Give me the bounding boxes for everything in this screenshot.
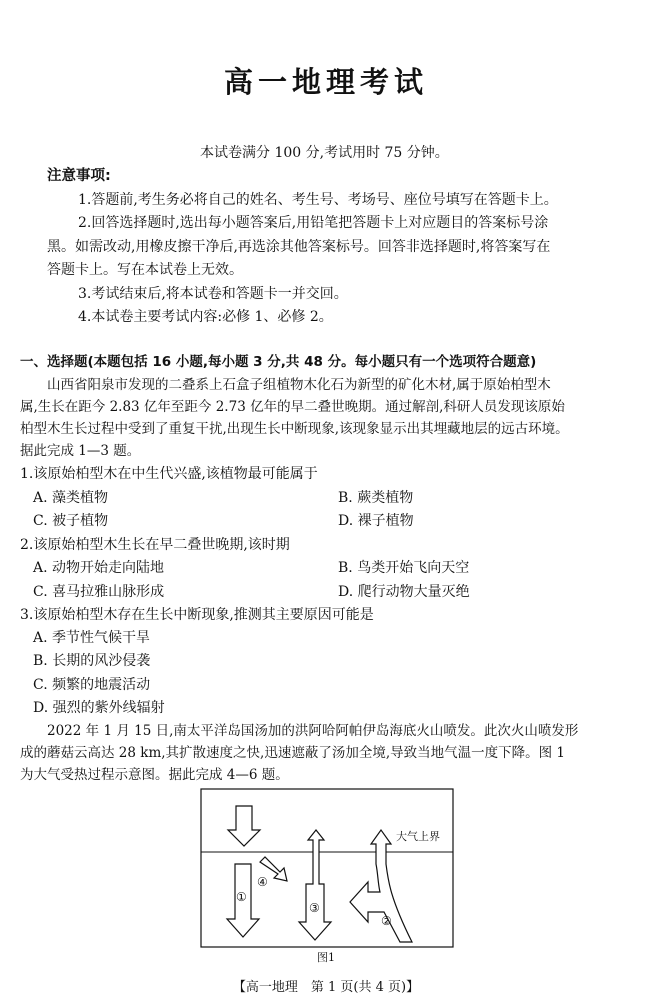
option-a: A. 季节性气候干旱 xyxy=(33,630,151,646)
option-d: D. 强烈的紫外线辐射 xyxy=(33,700,165,716)
label-3: ③ xyxy=(309,901,320,915)
incoming-radiation-arrow xyxy=(228,806,260,846)
option-c: C. 频繁的地震活动 xyxy=(33,677,151,693)
option-c: C. 喜马拉雅山脉形成 xyxy=(33,584,165,600)
passage-line: 属,生长在距今 2.83 亿年至距今 2.73 亿年的早二叠世晚期。通过解剖,科研人员发现该原始 xyxy=(20,399,565,415)
option-d: D. 爬行动物大量灭绝 xyxy=(338,584,470,600)
passage-line: 成的蘑菇云高达 28 km,其扩散速度之快,迅速遮蔽了汤加全境,导致当地气温一度下降。图 1 xyxy=(20,745,565,761)
figure-caption: 图1 xyxy=(317,951,335,964)
question-stem: 3.该原始柏型木存在生长中断现象,推测其主要原因可能是 xyxy=(20,607,374,623)
option-b: B. 鸟类开始飞向天空 xyxy=(338,560,470,576)
label-4: ④ xyxy=(257,875,268,889)
question-stem: 2.该原始柏型木生长在早二叠世晚期,该时期 xyxy=(20,537,290,553)
passage-line: 据此完成 1—3 题。 xyxy=(20,443,141,459)
notes-line: 1.答题前,考生务必将自己的姓名、考生号、考场号、座位号填写在答题卡上。 xyxy=(78,192,558,208)
passage-line: 柏型木生长过程中受到了重复干扰,出现生长中断现象,该现象显示出其埋藏地层的远古环境。 xyxy=(20,421,569,437)
notes-line: 3.考试结束后,将本试卷和答题卡一并交回。 xyxy=(78,286,348,302)
notes-line: 2.回答选择题时,选出每小题答案后,用铅笔把答题卡上对应题目的答案标号涂 xyxy=(78,215,549,231)
option-a: A. 动物开始走向陆地 xyxy=(33,560,165,576)
exam-info: 本试卷满分 100 分,考试用时 75 分钟。 xyxy=(200,145,449,161)
label-1: ① xyxy=(236,890,247,904)
page-footer: 【高一地理 第 1 页(共 4 页)】 xyxy=(232,980,420,995)
arrow-3 xyxy=(299,830,331,940)
option-b: B. 长期的风沙侵袭 xyxy=(33,653,151,669)
notes-line: 答题卡上。写在本试卷上无效。 xyxy=(47,262,243,278)
notes-line: 黑。如需改动,用橡皮擦干净后,再选涂其他答案标号。回答非选择题时,将答案写在 xyxy=(47,239,551,255)
passage-line: 为大气受热过程示意图。据此完成 4—6 题。 xyxy=(20,767,289,783)
passage-line: 2022 年 1 月 15 日,南太平洋岛国汤加的洪阿哈阿帕伊岛海底火山喷发。此次火山喷发形 xyxy=(47,723,579,739)
upper-atmosphere-label: 大气上界 xyxy=(396,830,440,843)
option-d: D. 裸子植物 xyxy=(338,513,414,529)
option-a: A. 藻类植物 xyxy=(33,490,109,506)
option-b: B. 蕨类植物 xyxy=(338,490,414,506)
label-2: ② xyxy=(381,914,392,928)
passage-line: 山西省阳泉市发现的二叠系上石盒子组植物木化石为新型的矿化木材,属于原始柏型木 xyxy=(47,377,551,393)
section-heading: 一、选择题(本题包括 16 小题,每小题 3 分,共 48 分。每小题只有一个选项符合题意) xyxy=(20,354,537,370)
question-stem: 1.该原始柏型木在中生代兴盛,该植物最可能属于 xyxy=(20,466,318,482)
notes-line: 4.本试卷主要考试内容:必修 1、必修 2。 xyxy=(78,309,333,325)
page-title: 高一地理考试 xyxy=(223,65,428,99)
atmosphere-heating-diagram xyxy=(200,788,454,948)
notes-heading: 注意事项: xyxy=(47,168,111,184)
option-c: C. 被子植物 xyxy=(33,513,109,529)
